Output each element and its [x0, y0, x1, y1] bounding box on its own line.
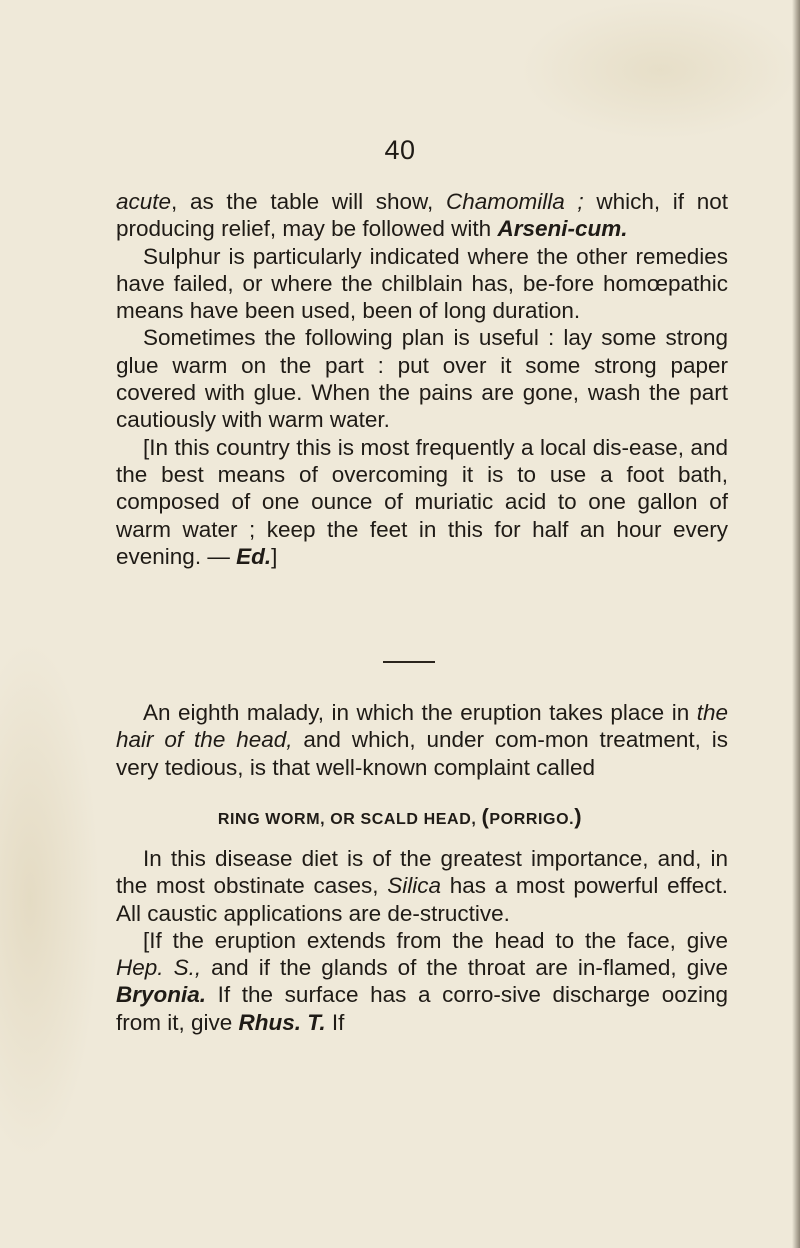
text-section-intro — [116, 699, 728, 781]
remedy-name: Hep. S., — [116, 955, 202, 981]
remedy-name: Arseni-cum. — [497, 216, 628, 242]
remedy-name: Rhus. T. — [238, 1009, 326, 1035]
remedy-name: Silica — [387, 873, 441, 899]
heading-paren: ) — [574, 804, 583, 829]
heading-text: RING WORM, OR SCALD HEAD, — [217, 811, 482, 828]
text-run: , as the table will show, — [171, 189, 446, 214]
text-run: and if the glands of the throat are in-flamed, give — [201, 955, 728, 981]
paragraph: Sulphur is particularly indicated where the other remedies have failed, or where the chilblain has, be-fore homœpathic means have been used, been of long duration. — [116, 243, 728, 324]
text-run: has a most powerful effect. All caustic applications are de-structive. — [116, 873, 728, 926]
paragraph — [116, 845, 728, 927]
paragraph: Sometimes the following plan is useful : lay some strong glue warm on the part : put over it some strong paper covered with glue. When the pains are gone, wash the part cautiously with warm water. — [116, 325, 728, 433]
text-run: [In this country this is most frequently a local dis-ease, and the best means of overcoming it is to use a foot bath, composed of one ounce of muriatic acid to one gallon of warm water ; keep the feet in this for half an hour every evening. — — [116, 434, 728, 569]
editor-note — [116, 434, 728, 570]
page-edge-shadow — [792, 0, 800, 1248]
text-run: [If the eruption extends from the head to the face, give — [143, 927, 728, 953]
editor-note — [116, 927, 728, 1036]
italic-phrase: the hair of the head, — [116, 700, 728, 753]
remedy-name: Chamomilla ; — [445, 189, 584, 214]
section-divider — [383, 661, 435, 663]
section-heading — [0, 804, 800, 833]
text-run: and which, under com-mon treatment, is very tedious, is that well-known complaint called — [116, 727, 728, 780]
text-run: ] — [271, 543, 278, 569]
text-section-ringworm — [116, 845, 728, 1036]
paragraph — [116, 699, 728, 781]
text-run: If — [325, 1009, 345, 1035]
text-run: If the surface has a corro-sive discharge oozing from it, give — [116, 982, 728, 1035]
text-run: In this disease diet is of the greatest importance, and, in the most obstinate cases, — [116, 846, 728, 899]
heading-paren: ( — [481, 804, 490, 829]
italic-term: acute — [116, 189, 172, 214]
paragraph — [116, 188, 728, 243]
text-run: An eighth malady, in which the eruption takes place in — [143, 700, 697, 725]
text-section-chilblains — [116, 188, 728, 570]
editor-abbrev: Ed. — [236, 543, 272, 569]
page-number: 40 — [384, 135, 416, 165]
heading-text: PORRIGO. — [489, 811, 575, 828]
text-run: which, if not producing relief, may be followed with — [116, 189, 728, 242]
paper-stain — [520, 0, 800, 140]
paper-stain — [0, 640, 100, 1160]
remedy-name: Bryonia. — [116, 982, 207, 1008]
